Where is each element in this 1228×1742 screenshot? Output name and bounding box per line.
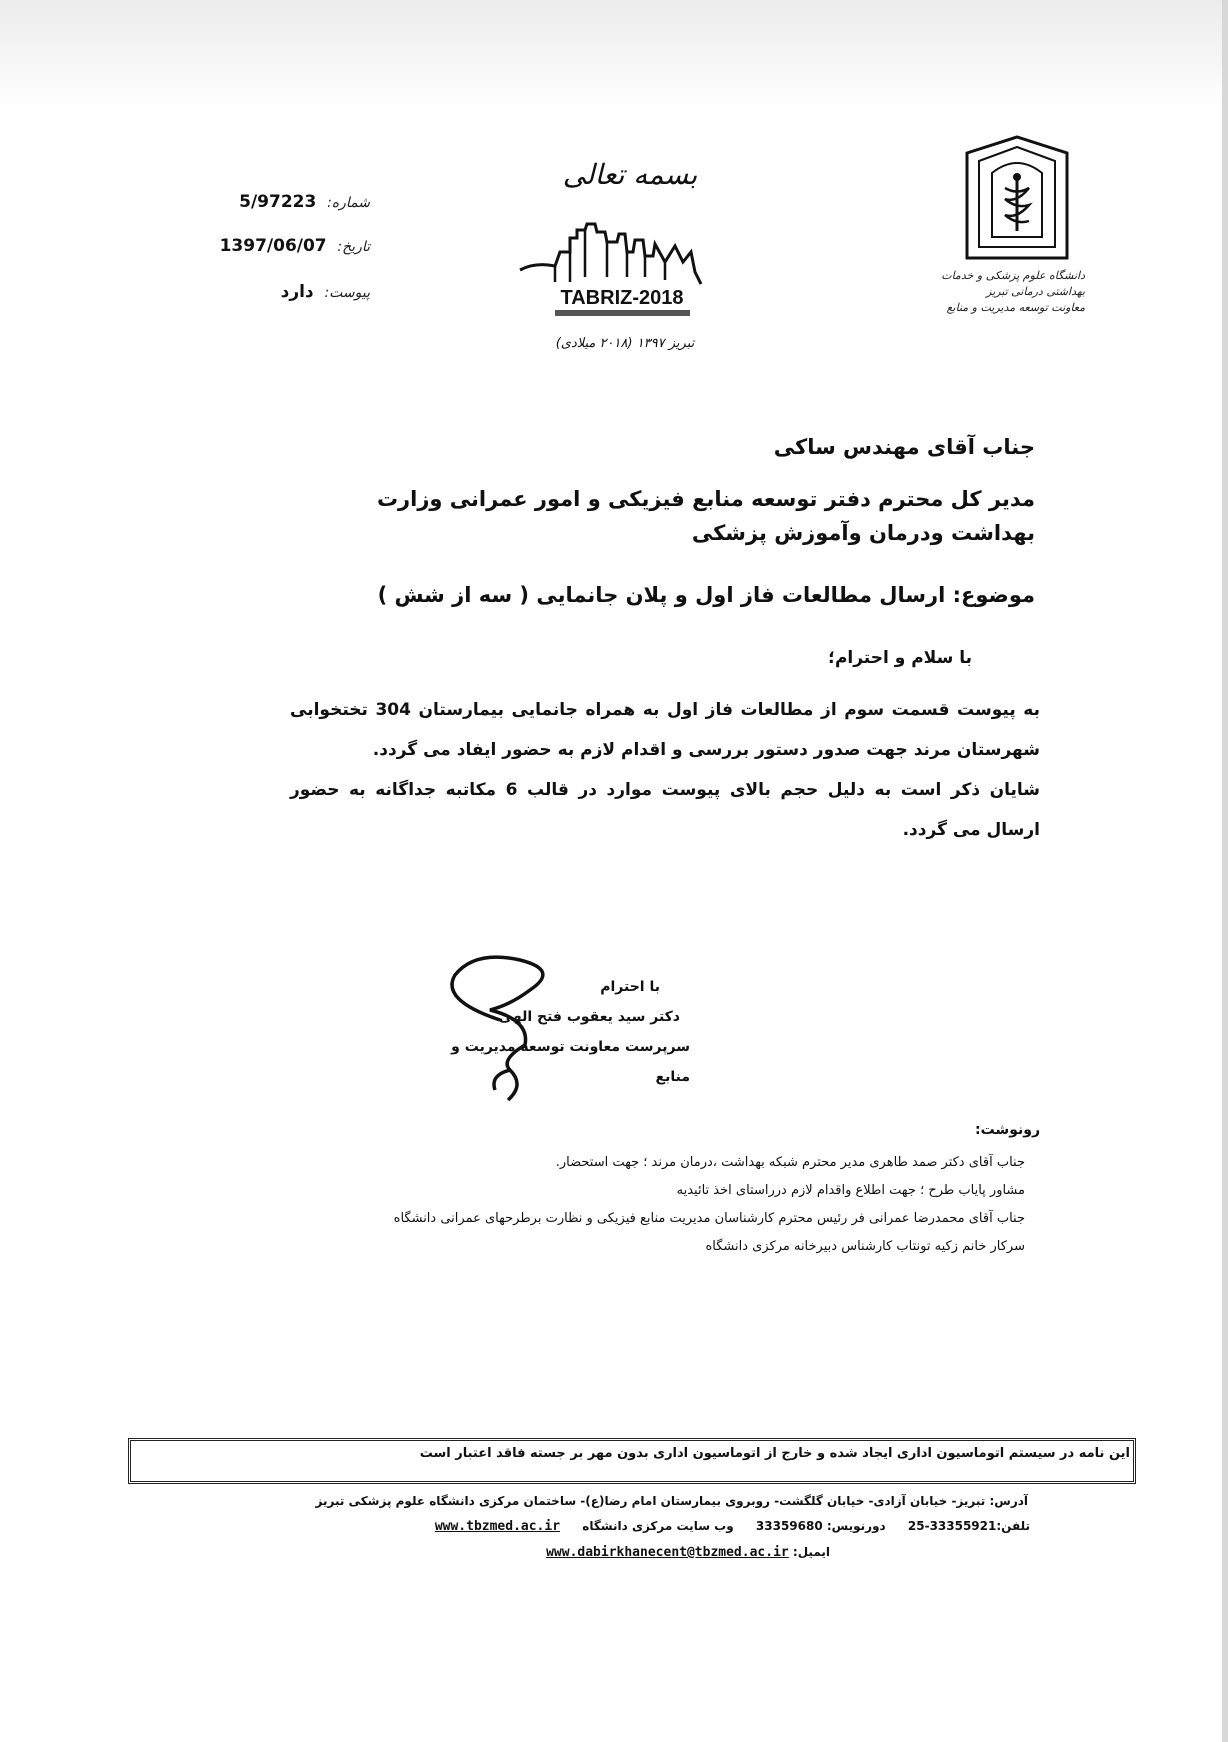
cc-item: مشاور پایاب طرح ؛ جهت اطلاع واقدام لازم درراستای اخذ تائیدیه: [676, 1183, 1025, 1198]
footer-email-link[interactable]: www.dabirkhanecent@tbzmed.ac.ir: [546, 1545, 789, 1560]
letter-attachment: [170, 282, 370, 302]
university-name: [935, 268, 1085, 316]
cc-item: سرکار خانم زکیه تونتاب کارشناس دبیرخانه مرکزی دانشگاه: [705, 1239, 1025, 1254]
number-label: شماره:: [327, 195, 370, 211]
bismillah-heading: بسمه تعالی: [562, 158, 698, 191]
recipient-position: مدیر کل محترم دفتر توسعه منابع فیزیکی و امور عمرانی وزارت بهداشت ودرمان وآموزش پزشکی: [376, 487, 1035, 545]
date-label: تاریخ:: [337, 239, 370, 255]
letter-number: [170, 192, 370, 212]
letter-subject: موضوع: ارسال مطالعات فاز اول و پلان جانمایی ( سه از شش ): [377, 583, 1035, 607]
footer-website-link[interactable]: www.tbzmed.ac.ir: [434, 1519, 561, 1534]
letter-date: [170, 236, 370, 256]
date-value: 1397/06/07: [219, 236, 327, 256]
recipient-title: جناب آقای مهندس ساکی: [773, 435, 1035, 459]
university-logo-icon: [957, 133, 1077, 265]
attachment-label: پیوست:: [324, 285, 370, 301]
university-dept-line: معاونت توسعه مدیریت و منابع: [946, 301, 1085, 314]
body-paragraph-2: شایان ذکر است به دلیل حجم بالای پیوست موارد در قالب 6 مکاتبه جداگانه به حضور ارسال می گردد.: [290, 780, 1040, 840]
footer-website-label: وب سایت مرکزی دانشگاه: [582, 1519, 734, 1533]
signature-name: دکتر سید یعقوب فتح الهی: [498, 1009, 680, 1025]
cc-item: جناب آقای محمدرضا عمرانی فر رئیس محترم کارشناسان مدیریت منابع فیزیکی و نظارت برطرحهای عمرانی دانشگاه: [393, 1211, 1025, 1226]
footer-phone: تلفن:33355921-25: [907, 1519, 1030, 1533]
attachment-value: دارد: [280, 282, 314, 302]
cc-item: جناب آقای دکتر صمد طاهری مدیر محترم شبکه بهداشت ،درمان مرند ؛ جهت استحضار.: [555, 1155, 1025, 1170]
signature-block: [440, 972, 690, 1092]
scan-right-edge: [1222, 0, 1228, 1742]
body-paragraph-1: به پیوست قسمت سوم از مطالعات فاز اول به همراه جانمایی بیمارستان 304 تختخوابی شهرستان مرند جهت صدور دستور بررسی و اقدام لازم به حضور ایفاد می گردد.: [290, 700, 1040, 760]
tabriz-logo-text: TABRIZ-2018: [560, 287, 684, 309]
tabriz-logo-subtitle: تبریز ۱۳۹۷ (۲۰۱۸ میلادی): [555, 336, 695, 351]
university-name-line: دانشگاه علوم پزشکی و خدمات بهداشتی درمانی تبریز: [941, 269, 1085, 298]
footer-contact: [330, 1519, 1030, 1534]
footer-address: آدرس: تبریز- خیابان آزادی- خیابان گلگشت- روبروی بیمارستان امام رضا(ع)- ساختمان مرکزی دانشگاه علوم پزشکی تبریز: [315, 1494, 1028, 1508]
scan-top-shade: [0, 0, 1228, 110]
greeting: با سلام و احترام؛: [828, 648, 972, 668]
cc-title: رونوشت:: [975, 1122, 1040, 1138]
footer-email-label: ایمیل:: [792, 1545, 830, 1559]
footer-fax: دورنویس: 33359680: [755, 1519, 886, 1533]
tabriz-2018-logo-icon: [515, 222, 730, 372]
signature-title: سرپرست معاونت توسعه مدیریت و منابع: [451, 1039, 690, 1085]
signature-closing: با احترام: [600, 979, 660, 995]
cc-list: [295, 1150, 1025, 1262]
footer-notice: این نامه در سیستم اتوماسیون اداری ایجاد شده و خارج از اتوماسیون اداری بدون مهر بر جسته فاقد اعتبار است: [419, 1446, 1130, 1461]
footer-email: [500, 1545, 830, 1560]
number-value: 5/97223: [239, 192, 317, 212]
